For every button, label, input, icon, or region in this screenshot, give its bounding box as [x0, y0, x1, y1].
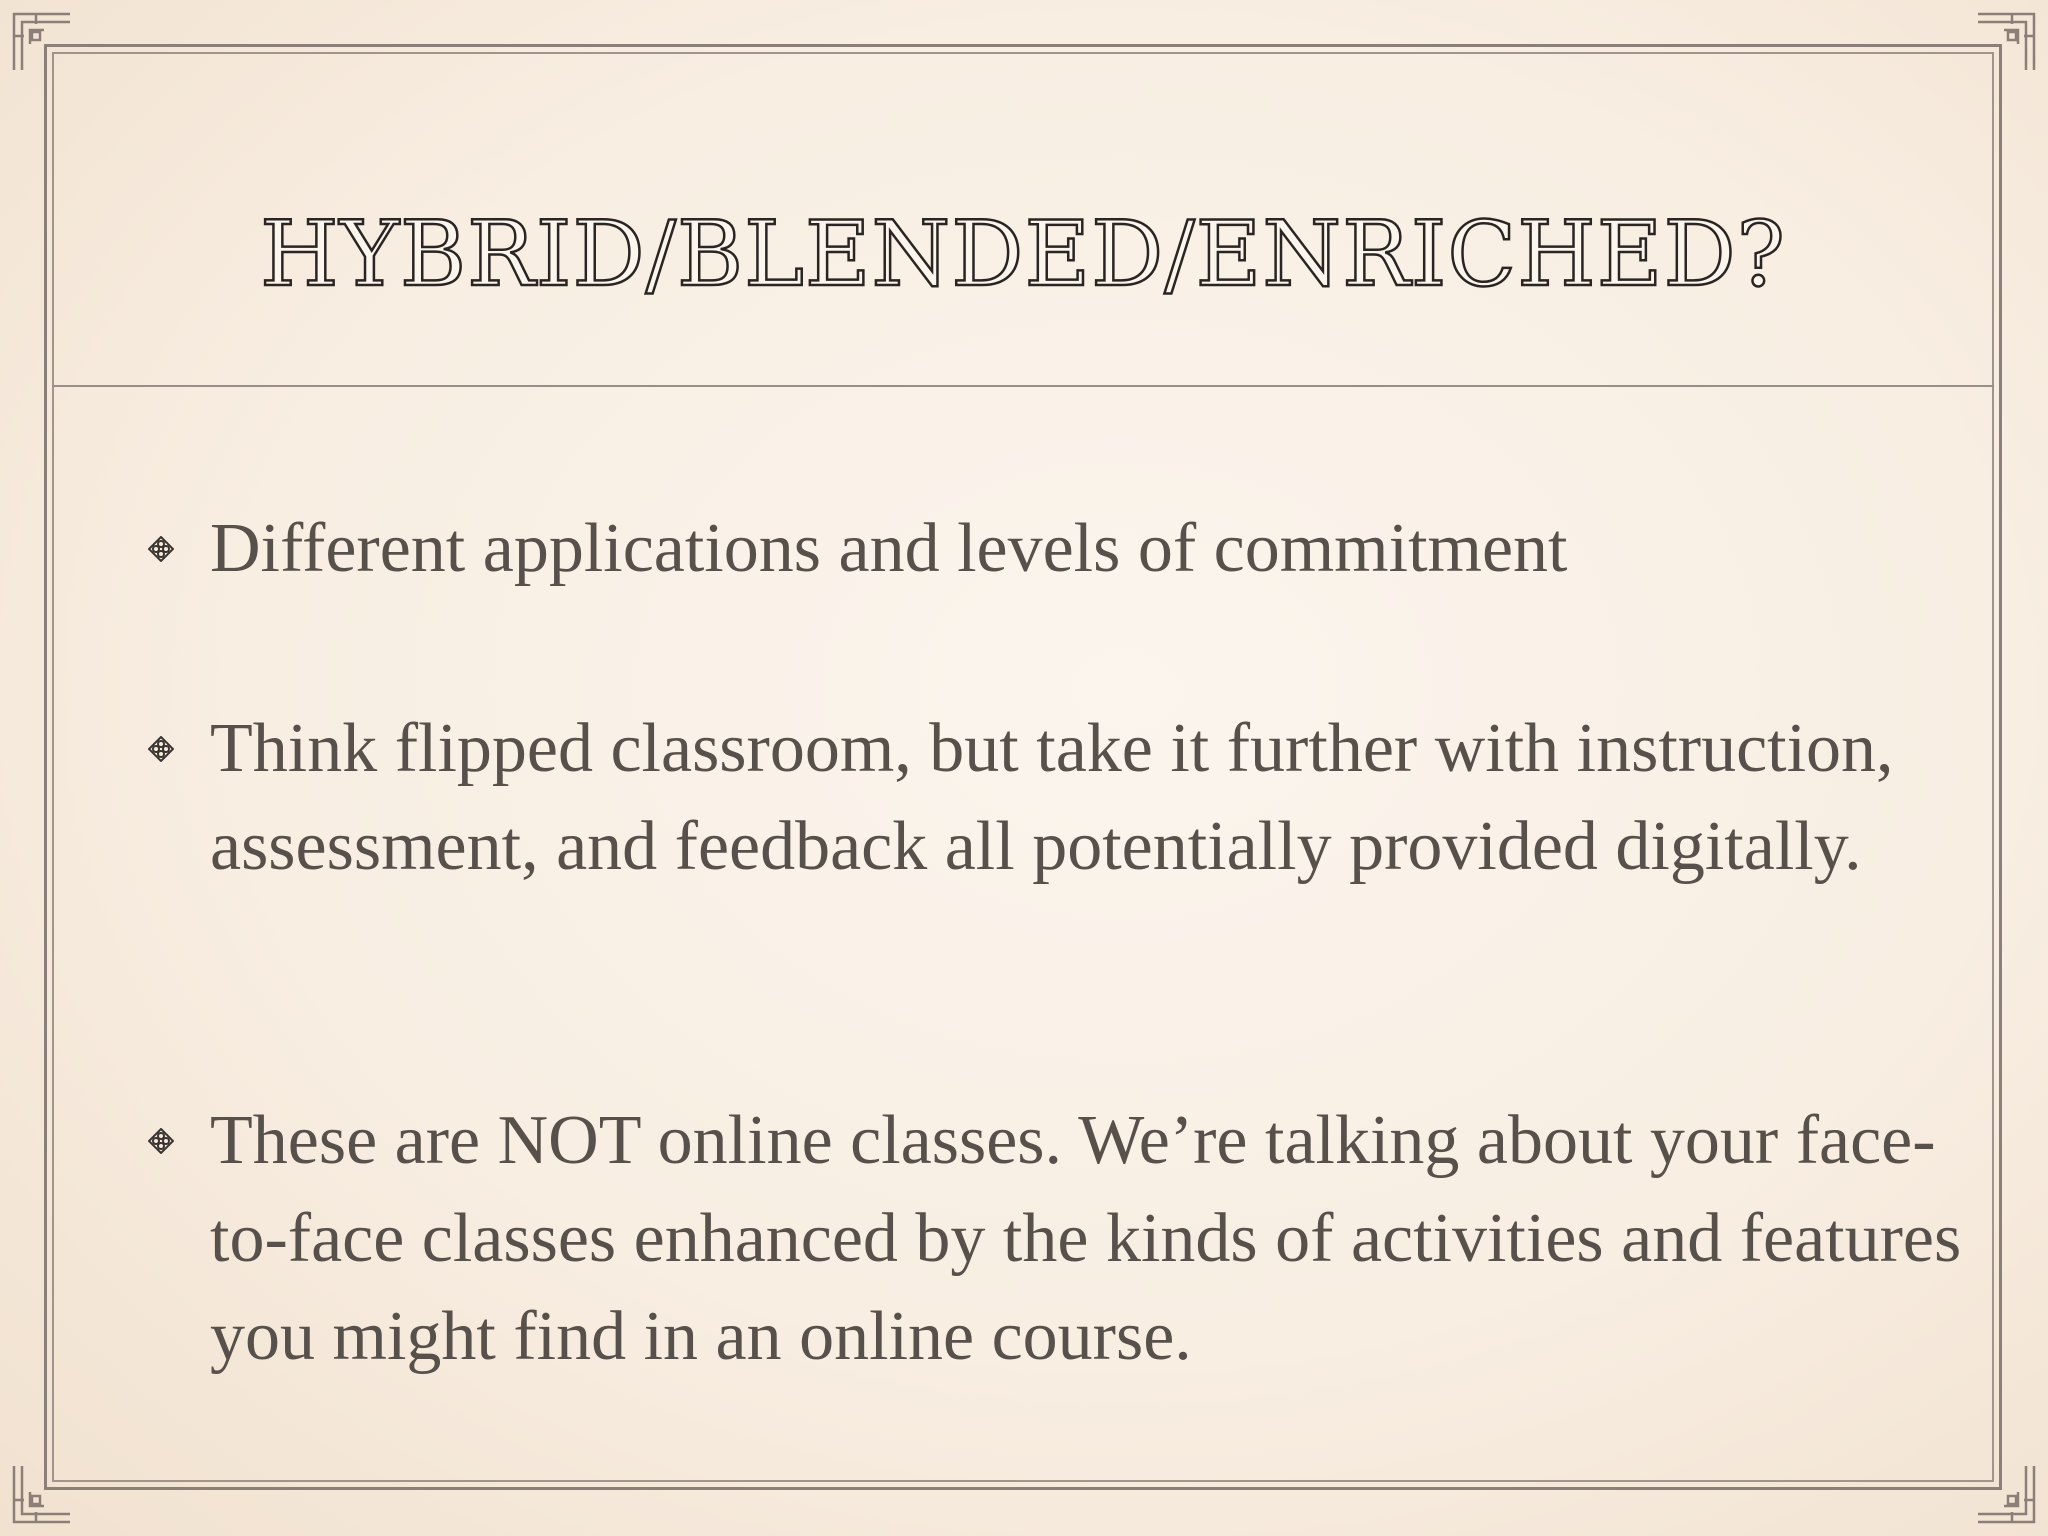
diamond-quatrefoil-icon [148, 736, 174, 762]
corner-flourish-icon [10, 10, 74, 74]
bullet-text: These are NOT online classes. We’re talking about your face-to-face classes enhanced by the kinds of activities and features you might find in an online course. [210, 1102, 1962, 1375]
title-divider [52, 385, 1994, 387]
corner-flourish-icon [1974, 10, 2038, 74]
diamond-quatrefoil-icon [148, 1128, 174, 1154]
corner-flourish-icon [1974, 1462, 2038, 1526]
bullet-text: Think flipped classroom, but take it further with instruction, assessment, and feedback all potentially provided digitally. [210, 710, 1894, 885]
diamond-quatrefoil-icon [148, 536, 174, 562]
bullet-text: Different applications and levels of commitment [210, 510, 1568, 587]
corner-flourish-icon [10, 1462, 74, 1526]
slide-title: HYBRID/BLENDED/ENRICHED? [260, 202, 1786, 308]
